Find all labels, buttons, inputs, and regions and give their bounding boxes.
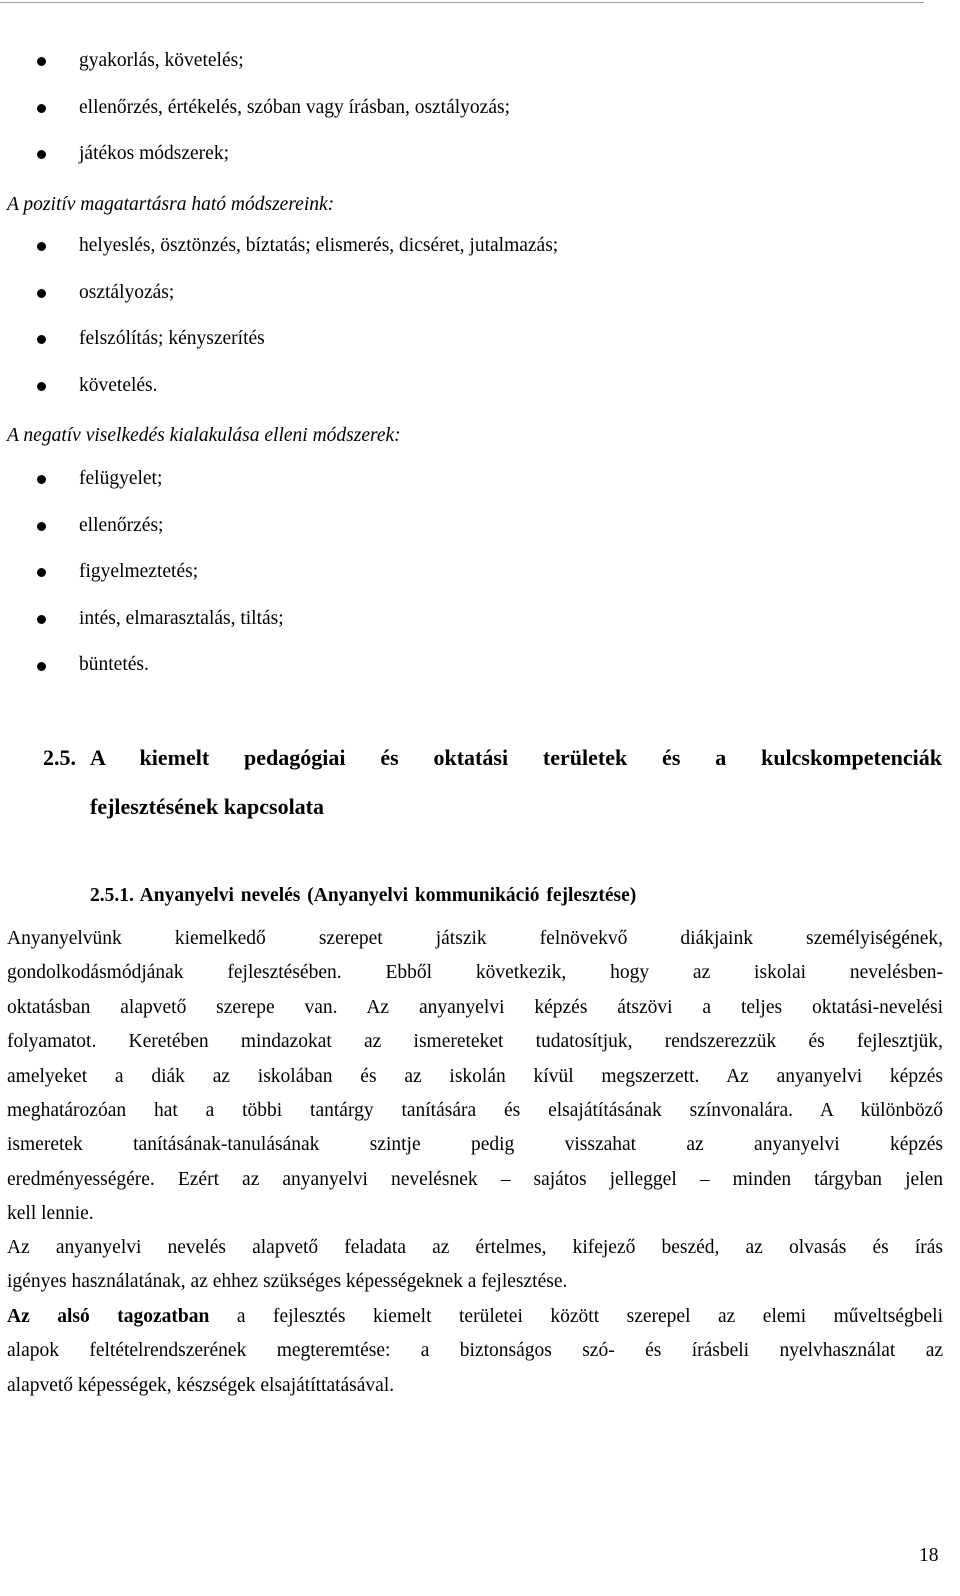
- paragraph-line: gondolkodásmódjának fejlesztésében. Ebből következik, hogy az iskolai nevelésben-: [7, 962, 943, 984]
- paragraph-line: amelyeket a diák az iskolában és az iskolán kívül megszerzett. Az anyanyelvi képzés: [7, 1065, 943, 1087]
- paragraph-line: alapok feltételrendszerének megteremtése: a biztonságos szó- és írásbeli nyelvhasználat az: [7, 1340, 943, 1362]
- bullet-icon: [37, 382, 46, 391]
- paragraph-line: oktatásban alapvető szerepe van. Az anyanyelvi képzés átszövi a teljes oktatási-nevelési: [7, 996, 943, 1018]
- paragraph-feladat: [7, 1231, 943, 1300]
- section-title: A kiemelt pedagógiai és oktatási területek és a kulcskompetenciák: [90, 745, 942, 770]
- list-item: helyeslés, ösztönzés, bíztatás; elismerés, dicséret, jutalmazás;: [0, 223, 960, 270]
- list-item: ellenőrzés, értékelés, szóban vagy írásban, osztályozás;: [0, 85, 960, 132]
- bullet-icon: [37, 615, 46, 624]
- list-item: osztályozás;: [0, 270, 960, 317]
- bullet-icon: [37, 335, 46, 344]
- bullet-icon: [37, 289, 46, 298]
- bullet-icon: [37, 475, 46, 484]
- paragraph-line: folyamatot. Keretében mindazokat az ismereteket tudatosítjuk, rendszerezzük és fejlesztjük,: [7, 1031, 943, 1053]
- list-item: ellenőrzés;: [0, 503, 960, 550]
- method-list-1: [0, 38, 960, 178]
- list-item: intés, elmarasztalás, tiltás;: [0, 596, 960, 643]
- paragraph-line: Anyanyelvünk kiemelkedő szerepet játszik felnövekvő diákjaink személyiségének,: [7, 928, 943, 949]
- paragraph-line: kell lennie.: [7, 1203, 94, 1225]
- list-item: felügyelet;: [0, 456, 960, 503]
- paragraph-line: ismeretek tanításának-tanulásának szintje pedig visszahat az anyanyelvi képzés: [7, 1134, 943, 1156]
- bullet-icon: [37, 57, 46, 66]
- bullet-icon: [37, 568, 46, 577]
- paragraph-line: Az anyanyelvi nevelés alapvető feladata az értelmes, kifejező beszéd, az olvasás és írás: [7, 1237, 943, 1258]
- header-rule: [0, 2, 924, 3]
- paragraph-also-tagozat: [7, 1300, 943, 1403]
- paragraph-anyanyelv: [7, 922, 943, 1232]
- section-title-continued: fejlesztésének kapcsolata: [90, 794, 325, 819]
- paragraph-line: igényes használatának, az ehhez szükséges képességeknek a fejlesztése.: [7, 1271, 568, 1293]
- bold-lead: Az alsó tagozatban: [7, 1306, 210, 1327]
- bullet-icon: [37, 522, 46, 531]
- method-list-2: [0, 223, 960, 409]
- paragraph-line: meghatározóan hat a többi tantárgy tanítására és elsajátításának színvonalára. A különböző: [7, 1100, 943, 1122]
- list-item: figyelmeztetés;: [0, 549, 960, 596]
- paragraph-line: alapvető képességek, készségek elsajátíttatásával.: [7, 1374, 395, 1396]
- list-item: játékos módszerek;: [0, 131, 960, 178]
- paragraph-line: eredményességére. Ezért az anyanyelvi nevelésnek – sajátos jelleggel – minden tárgyban jelen: [7, 1168, 943, 1190]
- paragraph-line: Az alsó tagozatban a fejlesztés kiemelt területei között szerepel az elemi műveltségbeli: [7, 1306, 943, 1327]
- bullet-icon: [37, 662, 46, 671]
- list-item: felszólítás; kényszerítés: [0, 316, 960, 363]
- list-item: gyakorlás, követelés;: [0, 38, 960, 85]
- heading-positive-methods: A pozitív magatartásra ható módszereink:: [7, 194, 335, 215]
- method-list-3: [0, 456, 960, 689]
- list-item: büntetés.: [0, 642, 960, 689]
- list-item: követelés.: [0, 363, 960, 410]
- section-number: 2.5.: [43, 745, 76, 770]
- bullet-icon: [37, 150, 46, 159]
- bullet-icon: [37, 104, 46, 113]
- page-number: 18: [919, 1545, 939, 1566]
- bullet-icon: [37, 242, 46, 251]
- heading-negative-methods: A negatív viselkedés kialakulása elleni módszerek:: [7, 425, 401, 446]
- subsection-title: 2.5.1. Anyanyelvi nevelés (Anyanyelvi kommunikáció fejlesztése): [90, 885, 637, 906]
